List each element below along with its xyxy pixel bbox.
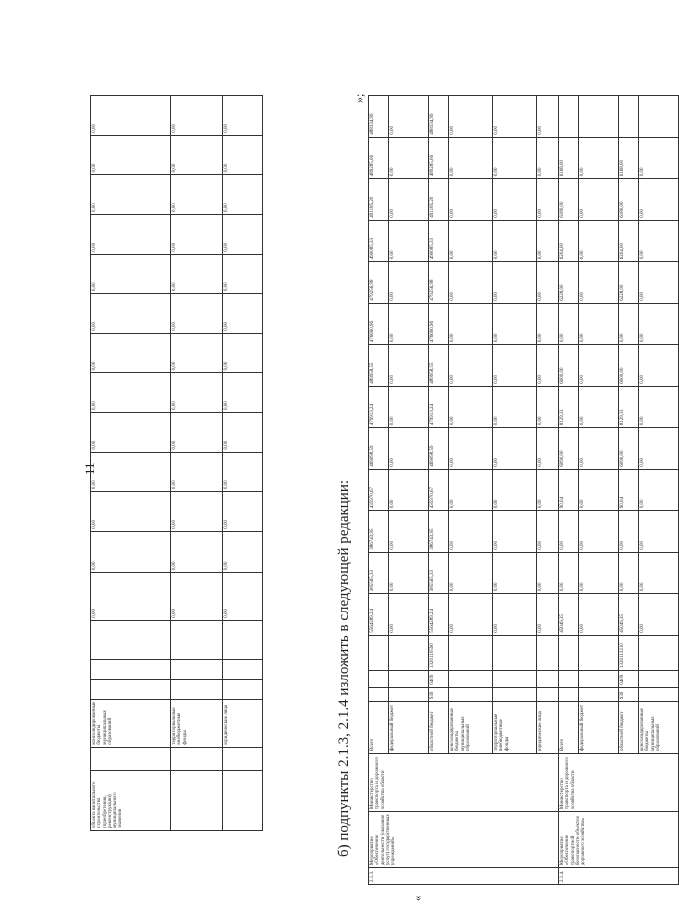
empty-cell xyxy=(223,679,263,699)
value-cell: 0,00 xyxy=(579,137,619,179)
value-cell: 0,00 xyxy=(171,135,223,175)
value-cell: 0,00 xyxy=(449,386,493,428)
value-cell: 0,00 xyxy=(639,386,679,428)
value-cell: 0,00 xyxy=(449,469,493,511)
target-article-code xyxy=(389,635,429,670)
target-article-code xyxy=(493,635,537,670)
table-row xyxy=(559,96,579,885)
section-code xyxy=(537,671,559,688)
value-cell: 0,00 xyxy=(619,303,639,345)
value-cell: 0,00 xyxy=(639,552,679,594)
value-cell: 0,00 xyxy=(389,137,429,179)
target-article-code xyxy=(369,635,389,670)
item-executor: Министерство транспорта и дорожного хозяйства области xyxy=(369,754,559,812)
table-row xyxy=(223,96,263,831)
value-cell: 0,00 xyxy=(449,345,493,387)
object-cell: объекта капитального строительства (приобретения, реконструкции) муниципального значения xyxy=(91,771,171,831)
value-cell: 0,00 xyxy=(389,179,429,221)
funding-source: областной бюджет xyxy=(429,702,449,754)
empty-cell xyxy=(171,747,223,771)
value-cell: 0,00 xyxy=(389,220,429,262)
value-cell: 0,00 xyxy=(493,96,537,138)
value-cell: 0,00 xyxy=(639,511,679,553)
value-cell: 0,00 xyxy=(537,552,559,594)
value-cell: 90,04 xyxy=(619,469,639,511)
value-cell: 8129,31 xyxy=(619,386,639,428)
value-cell: 0,00 xyxy=(449,428,493,470)
value-cell: 0,00 xyxy=(493,345,537,387)
value-cell: 0,00 xyxy=(559,303,579,345)
value-cell: 0,00 xyxy=(639,303,679,345)
value-cell: 0,00 xyxy=(537,469,559,511)
value-cell: 0,00 xyxy=(91,333,171,373)
section-code xyxy=(369,671,389,688)
item-number: 2.1.3. xyxy=(369,868,559,885)
value-cell: 0,00 xyxy=(91,492,171,532)
value-cell: 0,00 xyxy=(449,552,493,594)
value-cell: 491185,20 xyxy=(429,179,449,221)
value-cell: 0,00 xyxy=(537,220,559,262)
value-cell xyxy=(639,96,679,138)
value-cell: 0,00 xyxy=(493,179,537,221)
section-code xyxy=(639,671,679,688)
funding-source: федеральный бюджет xyxy=(579,702,619,754)
value-cell: 0,00 xyxy=(493,469,537,511)
value-cell: 0,00 xyxy=(171,531,223,573)
value-cell: 0,00 xyxy=(171,333,223,373)
value-cell: 0,00 xyxy=(171,254,223,294)
value-cell: 0,00 xyxy=(493,511,537,553)
value-cell: 0,00 xyxy=(223,373,263,413)
value-cell: 469098,59 xyxy=(369,428,389,470)
grbs-code xyxy=(559,687,579,702)
value-cell: 0,00 xyxy=(91,254,171,294)
funding-source: консолидированные бюджеты муниципальных образований xyxy=(449,702,493,754)
value-cell: 385565,33 xyxy=(369,552,389,594)
value-cell: 479256,98 xyxy=(369,262,389,304)
value-cell: 0,00 xyxy=(449,137,493,179)
value-cell: 435970,67 xyxy=(369,469,389,511)
value-cell: 0,00 xyxy=(579,386,619,428)
continuation-table xyxy=(90,95,263,831)
target-article-code xyxy=(579,635,619,670)
table-row xyxy=(91,96,171,831)
value-cell: 0,00 xyxy=(579,552,619,594)
value-cell: 0,00 xyxy=(389,511,429,553)
grbs-code: 939 xyxy=(429,687,449,702)
empty-cell xyxy=(223,620,263,659)
grbs-code xyxy=(369,687,389,702)
value-cell: 0,00 xyxy=(559,511,579,553)
value-cell: 0,00 xyxy=(91,96,171,136)
value-cell: 0,00 xyxy=(639,179,679,221)
funding-source: Всего xyxy=(369,702,389,754)
value-cell: 0,00 xyxy=(493,137,537,179)
source-cell: консолидированные бюджеты муниципальных образований xyxy=(91,699,171,747)
value-cell: 0,00 xyxy=(493,262,537,304)
target-article-code: 1320110590 xyxy=(429,635,449,670)
value-cell: 0,00 xyxy=(171,214,223,254)
table-row xyxy=(369,96,389,885)
section-code xyxy=(579,671,619,688)
source-cell: юридические лица xyxy=(223,699,263,747)
funding-source: консолидированные бюджеты муниципальных образований xyxy=(639,702,679,754)
value-cell: 0,00 xyxy=(537,137,559,179)
section-code xyxy=(449,671,493,688)
value-cell: 6180,00 xyxy=(559,179,579,221)
item-name: Мероприятие «Обеспечение транспортной безопасности объектов дорожного хозяйства» xyxy=(559,812,679,868)
value-cell: 0,00 xyxy=(91,373,171,413)
value-cell: 6228,00 xyxy=(619,262,639,304)
value-cell: 0,00 xyxy=(91,452,171,492)
value-cell: 489285,06 xyxy=(429,137,449,179)
value-cell: 8129,31 xyxy=(559,386,579,428)
value-cell: 0,00 xyxy=(91,214,171,254)
value-cell: 45049,35 xyxy=(619,594,639,636)
value-cell: 0,00 xyxy=(579,220,619,262)
section-code xyxy=(389,671,429,688)
item-executor: Министерство транспорта и дорожного хозяйства области xyxy=(559,754,679,812)
value-cell: 0,00 xyxy=(537,428,559,470)
value-cell: 0,00 xyxy=(389,552,429,594)
empty-cell xyxy=(91,620,171,659)
value-cell: 90,04 xyxy=(559,469,579,511)
value-cell: 0,00 xyxy=(579,345,619,387)
value-cell: 0,00 xyxy=(389,428,429,470)
value-cell: 0,00 xyxy=(91,294,171,334)
value-cell: 0,00 xyxy=(91,175,171,215)
value-cell: 6000,00 xyxy=(619,345,639,387)
value-cell: 469098,59 xyxy=(429,428,449,470)
value-cell: 0,00 xyxy=(537,179,559,221)
value-cell: 6168,00 xyxy=(559,137,579,179)
grbs-code xyxy=(537,687,559,702)
value-cell: 488334,99 xyxy=(369,96,389,138)
value-cell: 0,00 xyxy=(223,492,263,532)
item-number: 2.1.4. xyxy=(559,868,679,885)
value-cell: 490085,33 xyxy=(369,220,389,262)
value-cell: 386743,95 xyxy=(429,511,449,553)
value-cell: 0,00 xyxy=(559,552,579,594)
value-cell: 0,00 xyxy=(223,294,263,334)
value-cell: 0,00 xyxy=(223,412,263,452)
funding-source: юридические лица xyxy=(537,702,559,754)
value-cell: 0,00 xyxy=(493,428,537,470)
value-cell: 0,00 xyxy=(223,96,263,136)
grbs-code xyxy=(449,687,493,702)
item-name: Мероприятие «Обеспечение деятельности (оказание услуг) государственных учреждений» xyxy=(369,812,559,868)
value-cell: 0,00 xyxy=(537,386,559,428)
value-cell: 0,00 xyxy=(389,303,429,345)
value-cell: 489958,55 xyxy=(429,345,449,387)
section-code xyxy=(493,671,537,688)
closing-quote: »; xyxy=(352,93,366,103)
value-cell: 0,00 xyxy=(171,412,223,452)
value-cell: 0,00 xyxy=(223,531,263,573)
value-cell: 0,00 xyxy=(389,262,429,304)
value-cell: 0,00 xyxy=(389,345,429,387)
value-cell: 0,00 xyxy=(449,594,493,636)
empty-cell xyxy=(91,679,171,699)
target-article-code xyxy=(537,635,559,670)
value-cell xyxy=(619,96,639,138)
value-cell: 0,00 xyxy=(537,511,559,553)
value-cell: 0,00 xyxy=(223,254,263,294)
empty-cell xyxy=(91,660,171,680)
value-cell: 0,00 xyxy=(639,428,679,470)
value-cell: 0,00 xyxy=(537,345,559,387)
section-code xyxy=(559,671,579,688)
value-cell: 0,00 xyxy=(223,135,263,175)
value-cell: 0,00 xyxy=(493,303,537,345)
grbs-code xyxy=(579,687,619,702)
value-cell: 0,00 xyxy=(223,333,263,373)
empty-cell xyxy=(171,620,223,659)
value-cell: 0,00 xyxy=(537,303,559,345)
value-cell: 479913,24 xyxy=(429,386,449,428)
value-cell: 0,00 xyxy=(171,294,223,334)
value-cell: 6180,00 xyxy=(619,179,639,221)
object-cell xyxy=(171,771,223,831)
source-cell: территориальные внебюджетные фонды xyxy=(171,699,223,747)
value-cell: 435970,67 xyxy=(429,469,449,511)
value-cell: 0,00 xyxy=(493,552,537,594)
value-cell: 0,00 xyxy=(639,594,679,636)
grbs-code xyxy=(493,687,537,702)
object-cell xyxy=(223,771,263,831)
value-cell: 0,00 xyxy=(389,96,429,138)
value-cell: 6090,00 xyxy=(559,428,579,470)
value-cell: 0,00 xyxy=(223,175,263,215)
target-article-code xyxy=(449,635,493,670)
value-cell: 0,00 xyxy=(91,412,171,452)
value-cell: 490085,33 xyxy=(429,220,449,262)
value-cell: 6204,00 xyxy=(559,220,579,262)
value-cell: 488334,99 xyxy=(429,96,449,138)
value-cell: 0,00 xyxy=(91,573,171,620)
value-cell: 6204,00 xyxy=(619,220,639,262)
value-cell: 6228,00 xyxy=(559,262,579,304)
value-cell: 0,00 xyxy=(449,511,493,553)
value-cell: 0,00 xyxy=(619,511,639,553)
value-cell: 0,00 xyxy=(389,594,429,636)
value-cell: 0,00 xyxy=(579,469,619,511)
value-cell xyxy=(559,96,579,138)
value-cell: 6090,00 xyxy=(619,428,639,470)
value-cell: 0,00 xyxy=(171,452,223,492)
value-cell: 476690,96 xyxy=(369,303,389,345)
value-cell: 0,00 xyxy=(619,552,639,594)
value-cell: 0,00 xyxy=(639,220,679,262)
grbs-code: 939 xyxy=(619,687,639,702)
value-cell: 0,00 xyxy=(91,135,171,175)
value-cell: 0,00 xyxy=(639,137,679,179)
value-cell: 0,00 xyxy=(449,303,493,345)
value-cell: 479256,98 xyxy=(429,262,449,304)
value-cell: 0,00 xyxy=(493,386,537,428)
value-cell: 0,00 xyxy=(223,452,263,492)
value-cell: 386743,95 xyxy=(369,511,389,553)
grbs-code xyxy=(389,687,429,702)
value-cell: 0,00 xyxy=(639,469,679,511)
opening-quote: « xyxy=(412,895,424,901)
value-cell: 0,00 xyxy=(449,179,493,221)
target-article-code: 1320113210 xyxy=(619,635,639,670)
value-cell: 0,00 xyxy=(171,492,223,532)
value-cell: 5564289,24 xyxy=(429,594,449,636)
empty-cell xyxy=(223,747,263,771)
value-cell: 489285,06 xyxy=(369,137,389,179)
value-cell: 0,00 xyxy=(223,214,263,254)
empty-cell xyxy=(223,660,263,680)
value-cell: 0,00 xyxy=(639,345,679,387)
value-cell: 0,00 xyxy=(493,594,537,636)
value-cell: 0,00 xyxy=(171,573,223,620)
value-cell: 0,00 xyxy=(223,573,263,620)
value-cell: 0,00 xyxy=(91,531,171,573)
value-cell: 0,00 xyxy=(449,220,493,262)
table-row xyxy=(171,96,223,831)
empty-cell xyxy=(171,679,223,699)
section-code: 0409 xyxy=(429,671,449,688)
funding-table xyxy=(368,95,679,885)
value-cell: 0,00 xyxy=(171,373,223,413)
value-cell: 45049,35 xyxy=(559,594,579,636)
value-cell: 0,00 xyxy=(579,428,619,470)
value-cell: 0,00 xyxy=(639,262,679,304)
target-article-code xyxy=(559,635,579,670)
value-cell: 0,00 xyxy=(579,262,619,304)
page-number: 11 xyxy=(82,462,97,475)
value-cell xyxy=(579,96,619,138)
value-cell: 0,00 xyxy=(579,511,619,553)
value-cell: 0,00 xyxy=(389,386,429,428)
section-code: 0409 xyxy=(619,671,639,688)
value-cell: 0,00 xyxy=(171,96,223,136)
value-cell: 476690,96 xyxy=(429,303,449,345)
value-cell: 0,00 xyxy=(537,96,559,138)
funding-source: федеральный бюджет xyxy=(389,702,429,754)
value-cell: 0,00 xyxy=(579,303,619,345)
value-cell: 0,00 xyxy=(537,594,559,636)
value-cell: 0,00 xyxy=(579,179,619,221)
value-cell: 479913,24 xyxy=(369,386,389,428)
empty-cell xyxy=(91,747,171,771)
empty-cell xyxy=(171,660,223,680)
value-cell: 0,00 xyxy=(579,594,619,636)
value-cell: 0,00 xyxy=(537,262,559,304)
value-cell: 491185,20 xyxy=(369,179,389,221)
section-heading: б) подпункты 2.1.3, 2.1.4 изложить в следующей редакции: xyxy=(336,479,352,857)
target-article-code xyxy=(639,635,679,670)
value-cell: 0,00 xyxy=(171,175,223,215)
value-cell: 0,00 xyxy=(389,469,429,511)
value-cell: 385565,33 xyxy=(429,552,449,594)
funding-source: областной бюджет xyxy=(619,702,639,754)
value-cell: 0,00 xyxy=(449,262,493,304)
funding-source: территориальные внебюджетные фонды xyxy=(493,702,537,754)
value-cell: 6000,00 xyxy=(559,345,579,387)
funding-source: Всего xyxy=(559,702,579,754)
value-cell: 0,00 xyxy=(493,220,537,262)
value-cell: 6168,00 xyxy=(619,137,639,179)
value-cell: 0,00 xyxy=(449,96,493,138)
value-cell: 489958,55 xyxy=(369,345,389,387)
value-cell: 5564289,24 xyxy=(369,594,389,636)
grbs-code xyxy=(639,687,679,702)
